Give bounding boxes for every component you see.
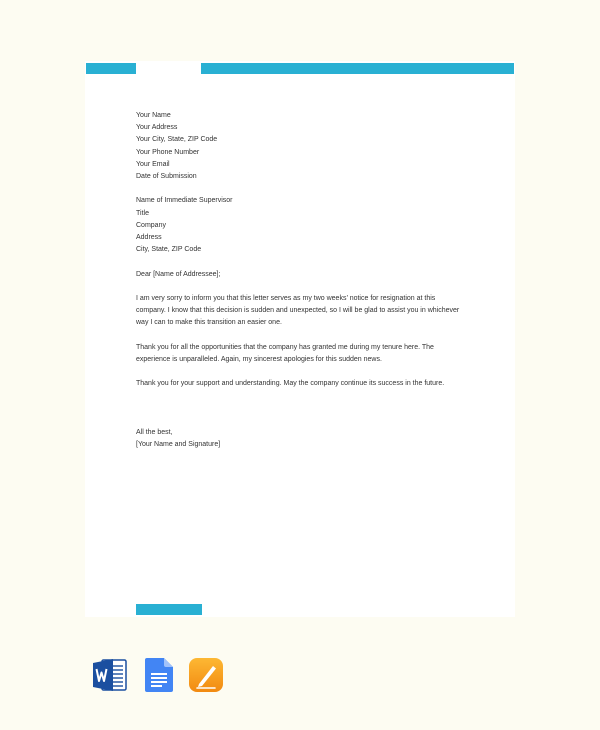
paragraph-line: way I can to make this transition an easier one.	[136, 319, 282, 327]
signature: [Your Name and Signature]	[136, 441, 221, 449]
sender-email: Your Email	[136, 160, 170, 168]
header-accent-bar-left	[86, 63, 136, 74]
sender-block	[136, 110, 476, 183]
submission-date: Date of Submission	[136, 173, 197, 181]
word-icon[interactable]	[92, 657, 128, 693]
google-docs-icon[interactable]	[140, 657, 176, 693]
paragraph-line: Thank you for all the opportunities that the company has granted me during my tenure here. The	[136, 343, 434, 351]
paragraph-line: experience is unparalleled. Again, my sincerest apologies for this sudden news.	[136, 356, 382, 363]
paragraph-1	[136, 293, 476, 330]
recipient-block	[136, 195, 476, 256]
sender-name: Your Name	[136, 112, 171, 119]
sender-city: Your City, State, ZIP Code	[136, 136, 218, 144]
paragraph-line: Thank you for your support and understanding. May the company continue its success in the future.	[136, 380, 445, 388]
recipient-name: Name of Immediate Supervisor	[136, 197, 233, 205]
recipient-address: Address	[136, 234, 162, 242]
recipient-title: Title	[136, 209, 149, 217]
document-page	[85, 61, 515, 617]
footer-accent-bar	[136, 604, 202, 615]
header-accent-bar-right	[201, 63, 514, 74]
sender-phone: Your Phone Number	[136, 148, 200, 156]
letter-body	[136, 110, 476, 452]
recipient-city: City, State, ZIP Code	[136, 246, 202, 254]
paragraph-line: company. I know that this decision is sudden and unexpected, so I will be glad to assist you in whichever	[136, 307, 460, 315]
salutation: Dear [Name of Addressee];	[136, 270, 221, 278]
recipient-company: Company	[136, 221, 166, 229]
closing: All the best,	[136, 429, 173, 437]
sender-address: Your Address	[136, 124, 178, 132]
paragraph-2	[136, 342, 476, 366]
paragraph-line: I am very sorry to inform you that this letter serves as my two weeks’ notice for resignation at this	[136, 295, 436, 302]
paragraph-3	[136, 378, 476, 390]
pages-icon[interactable]	[188, 657, 224, 693]
